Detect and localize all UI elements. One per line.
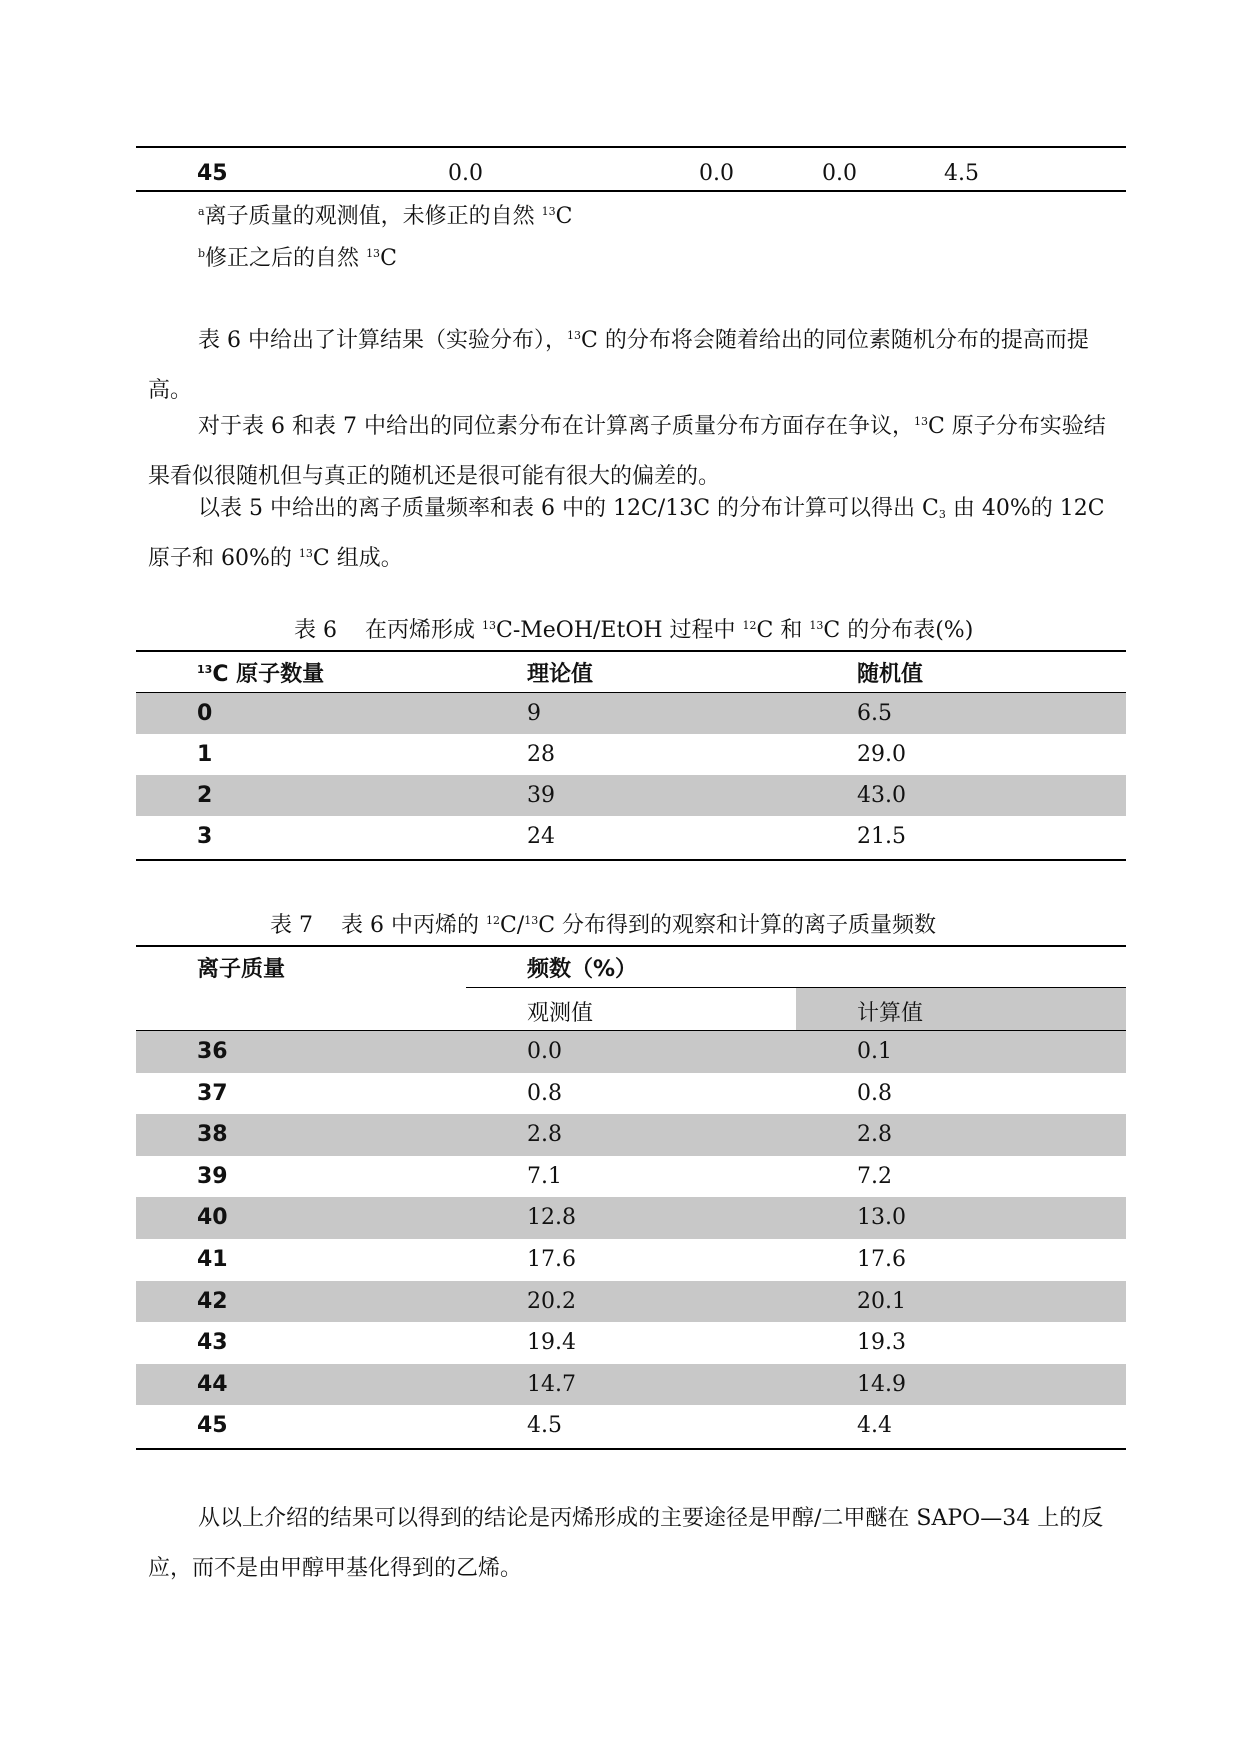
table6-cell-theory: 24	[527, 824, 555, 849]
table7-cell-obs: 0.8	[527, 1080, 562, 1106]
table7-cell-mass: 41	[197, 1247, 228, 1272]
table7-row-shade	[136, 1031, 1126, 1073]
top-table-top-rule	[136, 146, 1126, 148]
table7-cell-obs: 12.8	[527, 1205, 576, 1231]
table7-row-shade	[136, 1364, 1126, 1406]
table7-cell-calc: 17.6	[857, 1247, 906, 1272]
table7-caption: 表 7 表 6 中丙烯的 $^{12}$C/$^{13}$C 分布得到的观察和计算的离子质量频数	[270, 913, 937, 938]
table7-top-rule	[136, 945, 1126, 947]
table6-header-random: 随机值	[857, 662, 924, 687]
table7-header-mass: 离子质量	[197, 957, 286, 982]
table7-cell-obs: 17.6	[527, 1247, 576, 1272]
table7-cell-obs: 19.4	[527, 1330, 576, 1356]
table7-cell-mass: 36	[197, 1039, 228, 1064]
table6-header-count: $^{13}$C 原子数量	[197, 662, 325, 687]
table6-cell-random: 43.0	[857, 783, 906, 808]
top-table-value-2: 0.0	[699, 161, 734, 186]
table6-bottom-rule	[136, 859, 1126, 861]
table7-cell-mass: 39	[197, 1163, 228, 1189]
table6-cell-random: 21.5	[857, 824, 906, 849]
footnote-a: $^a$离子质量的观测值，未修正的自然 $^{13}$C	[198, 204, 573, 229]
top-table-mass: 45	[197, 161, 228, 186]
table7-cell-obs: 14.7	[527, 1371, 576, 1397]
table6-row-shade	[136, 693, 1126, 734]
table7-cell-mass: 42	[197, 1288, 228, 1314]
table7-cell-mass: 38	[197, 1122, 228, 1148]
table7-cell-mass: 43	[197, 1330, 228, 1356]
table6-cell-n: 1	[197, 742, 213, 767]
table7-bottom-rule	[136, 1448, 1126, 1450]
table7-cell-mass: 37	[197, 1080, 228, 1106]
table6-cell-n: 2	[197, 783, 213, 808]
table7-cell-calc: 0.1	[857, 1039, 892, 1064]
table7-row-shade	[136, 1197, 1126, 1239]
table7-cell-mass: 44	[197, 1371, 228, 1397]
table6-cell-random: 6.5	[857, 701, 892, 726]
table7-cell-obs: 4.5	[527, 1413, 562, 1439]
paragraph-2: 对于表 6 和表 7 中给出的同位素分布在计算离子质量分布方面存在争议，$^{13}$C 原子分布实验结果看似很随机但与真正的随机还是很可能有很大的偏差的。	[148, 414, 1106, 489]
table7-row-shade	[136, 1281, 1126, 1323]
table6-cell-theory: 9	[527, 701, 541, 726]
table7-header-calculated: 计算值	[857, 1001, 924, 1026]
table7-cell-calc: 4.4	[857, 1413, 892, 1439]
table7-cell-obs: 2.8	[527, 1122, 562, 1148]
table7-row-shade	[136, 1114, 1126, 1156]
top-table-bottom-rule	[136, 190, 1126, 192]
paragraph-3: 以表 5 中给出的离子质量频率和表 6 中的 12C/13C 的分布计算可以得出 $C_3$ 由 40%的 12C 原子和 60%的 $^{13}$C 组成。	[148, 496, 1105, 571]
table7-cell-mass: 40	[197, 1205, 228, 1231]
table7-cell-calc: 7.2	[857, 1163, 892, 1189]
table6-header-theory: 理论值	[527, 662, 594, 687]
table7-cell-calc: 19.3	[857, 1330, 906, 1356]
table7-cell-calc: 13.0	[857, 1205, 906, 1231]
conclusion-paragraph: 从以上介绍的结果可以得到的结论是丙烯形成的主要途径是甲醇/二甲醚在 SAPO—34 上的反应，而不是由甲醇甲基化得到的乙烯。	[148, 1506, 1104, 1581]
table6-caption: 表 6 在丙烯形成 $^{13}$C-MeOH/EtOH 过程中 $^{12}$C 和 $^{13}$C 的分布表(%)	[294, 618, 974, 643]
table7-cell-calc: 0.8	[857, 1080, 892, 1106]
table6-cell-n: 3	[197, 824, 213, 849]
table7-cell-calc: 14.9	[857, 1371, 906, 1397]
table7-cell-obs: 7.1	[527, 1163, 562, 1189]
table7-cell-obs: 20.2	[527, 1288, 576, 1314]
table7-header-observed: 观测值	[527, 1001, 594, 1026]
top-table-value-4: 4.5	[944, 161, 979, 186]
top-table-value-3: 0.0	[822, 161, 857, 186]
table6-cell-theory: 39	[527, 783, 555, 808]
table7-header-frequency: 频数（%）	[527, 957, 638, 982]
paragraph-1: 表 6 中给出了计算结果（实验分布），$^{13}$C 的分布将会随着给出的同位素随机分布的提高而提高。	[148, 328, 1089, 403]
table7-cell-calc: 2.8	[857, 1122, 892, 1148]
table6-row-shade	[136, 775, 1126, 816]
table7-calc-header-shade	[796, 988, 1126, 1030]
table7-cell-obs: 0.0	[527, 1039, 562, 1064]
table6-top-rule	[136, 650, 1126, 652]
top-table-value-1: 0.0	[448, 161, 483, 186]
table6-cell-random: 29.0	[857, 742, 906, 767]
table7-cell-calc: 20.1	[857, 1288, 906, 1314]
table6-cell-n: 0	[197, 701, 213, 726]
footnote-b: $^b$修正之后的自然 $^{13}$C	[198, 246, 397, 271]
table6-cell-theory: 28	[527, 742, 555, 767]
table7-cell-mass: 45	[197, 1413, 228, 1439]
